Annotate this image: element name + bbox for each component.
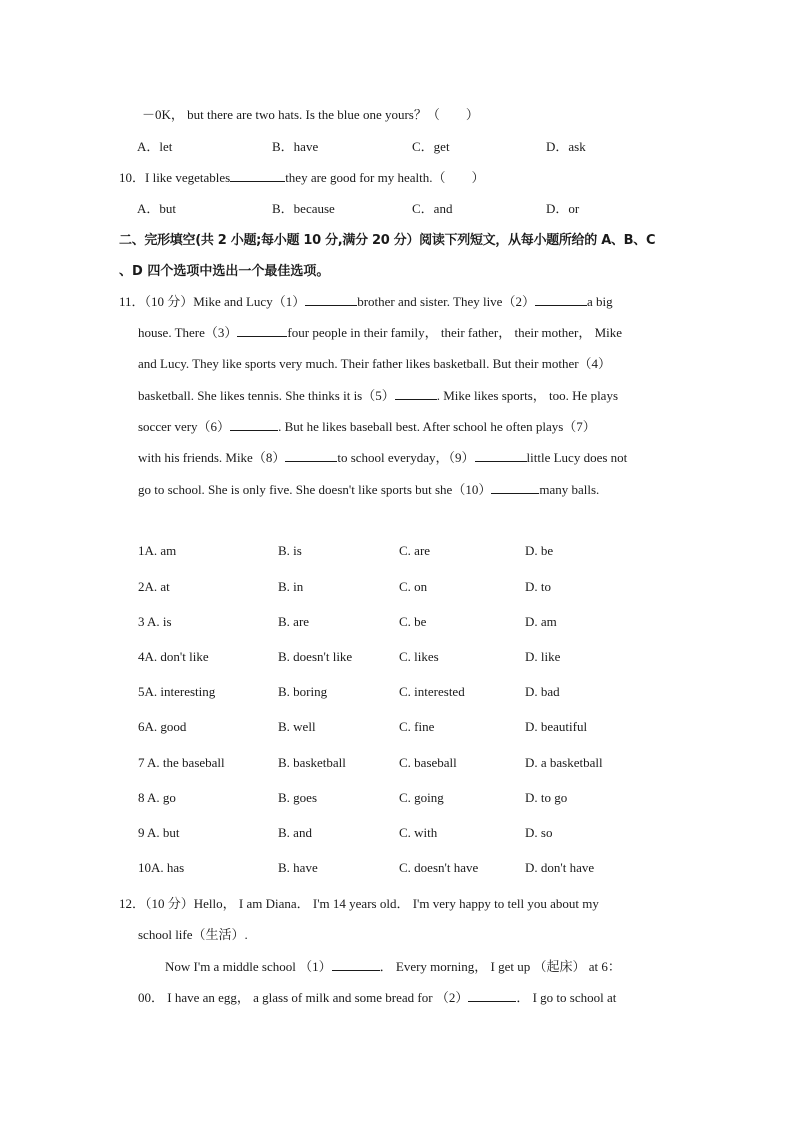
q11-option: B. are bbox=[278, 614, 310, 629]
q12-line-4 bbox=[138, 987, 616, 1006]
q10-text bbox=[119, 167, 484, 186]
q11-option: C. be bbox=[399, 614, 427, 629]
q11-blank-6[interactable] bbox=[230, 419, 278, 431]
q10-option-b: B．because bbox=[272, 201, 335, 216]
q11-option: 10A. has bbox=[138, 860, 185, 875]
q11-text: house. There（3） bbox=[138, 325, 238, 340]
q11-blank-1[interactable] bbox=[305, 294, 357, 306]
q10-option-c: C．and bbox=[412, 201, 453, 216]
q11-option: B. doesn't like bbox=[278, 649, 353, 664]
q11-line-6 bbox=[138, 447, 627, 466]
q11-option: 5A. interesting bbox=[138, 684, 216, 699]
q11-option: D. to bbox=[525, 579, 551, 594]
section-heading-line1: 二、完形填空(共 2 小题;每小题 10 分,满分 20 分）阅读下列短文，从每小题所给的 A、B、C bbox=[119, 233, 656, 248]
q12-text: 00． I have an egg， a glass of milk and some bread for （2） bbox=[138, 990, 469, 1005]
q11-line-3: and Lucy. They like sports very much. Their father likes basketball. But their mother（4） bbox=[138, 356, 612, 371]
q11-option: B. goes bbox=[278, 790, 317, 805]
q11-option: C. going bbox=[399, 790, 444, 805]
q11-option: C. are bbox=[399, 543, 431, 558]
q12-text: Now I'm a middle school （1） bbox=[165, 959, 332, 974]
q12-line-1: 12．（10 分）Hello， I am Diana． I'm 14 years old． I'm very happy to tell you about my bbox=[119, 896, 599, 911]
q11-option: D. am bbox=[525, 614, 557, 629]
q11-option: B. well bbox=[278, 719, 316, 734]
q11-blank-9[interactable] bbox=[475, 450, 527, 462]
q11-option: B. boring bbox=[278, 684, 328, 699]
q11-option: C. doesn't have bbox=[399, 860, 479, 875]
q11-option: 1A. am bbox=[138, 543, 177, 558]
q11-option: 9 A. but bbox=[138, 825, 180, 840]
q11-option: D. like bbox=[525, 649, 561, 664]
q12-text: ． Every morning， I get up （起床） at 6： bbox=[379, 959, 621, 974]
q11-option: C. on bbox=[399, 579, 428, 594]
q11-text: with his friends. Mike（8） bbox=[138, 450, 286, 465]
q11-line-2 bbox=[138, 322, 622, 341]
q11-blank-2[interactable] bbox=[535, 294, 587, 306]
q11-option: 7 A. the baseball bbox=[138, 755, 225, 770]
q11-option: D. to go bbox=[525, 790, 568, 805]
q11-option: 3 A. is bbox=[138, 614, 172, 629]
q11-text: go to school. She is only five. She doesn't like sports but she（10） bbox=[138, 482, 492, 497]
q11-text: to school everyday，（9） bbox=[337, 450, 475, 465]
q11-text: basketball. She likes tennis. She thinks it is（5） bbox=[138, 388, 395, 403]
q9-option-c: C．get bbox=[412, 139, 450, 154]
q11-option: 2A. at bbox=[138, 579, 170, 594]
q11-option: D. don't have bbox=[525, 860, 595, 875]
q11-text: a big bbox=[586, 294, 613, 309]
q11-blank-5[interactable] bbox=[395, 388, 437, 400]
q9-option-a: A．let bbox=[137, 139, 173, 154]
q11-text: soccer very（6） bbox=[138, 419, 231, 434]
q11-option: C. likes bbox=[399, 649, 439, 664]
q11-text: . Mike likes sports， too. He plays bbox=[436, 388, 619, 403]
q9-option-d: D．ask bbox=[546, 139, 586, 154]
q11-option: B. basketball bbox=[278, 755, 346, 770]
q11-blank-10[interactable] bbox=[491, 482, 539, 494]
q11-text: . But he likes baseball best. After school he often plays（7） bbox=[278, 419, 596, 434]
q10-prefix: 10．I like vegetables bbox=[119, 170, 231, 185]
q11-option: D. a basketball bbox=[525, 755, 603, 770]
q11-text: 11．（10 分）Mike and Lucy（1） bbox=[119, 294, 306, 309]
q11-option: B. in bbox=[278, 579, 304, 594]
q10-option-a: A．but bbox=[137, 201, 177, 216]
q11-option: B. is bbox=[278, 543, 302, 558]
q11-option: D. beautiful bbox=[525, 719, 588, 734]
q11-blank-8[interactable] bbox=[285, 450, 337, 462]
q10-option-d: D．or bbox=[546, 201, 580, 216]
section-heading-line2: 、D 四个选项中选出一个最佳选项。 bbox=[119, 264, 330, 279]
q11-option: B. have bbox=[278, 860, 318, 875]
q11-option: C. interested bbox=[399, 684, 465, 699]
q11-option: 6A. good bbox=[138, 719, 187, 734]
q11-option: C. fine bbox=[399, 719, 435, 734]
q12-blank-2[interactable] bbox=[468, 990, 516, 1002]
q11-blank-3[interactable] bbox=[237, 325, 287, 337]
q11-line-7 bbox=[138, 479, 599, 498]
q11-option: 4A. don't like bbox=[138, 649, 209, 664]
q11-option: D. so bbox=[525, 825, 553, 840]
q11-option: D. be bbox=[525, 543, 554, 558]
q11-line-4 bbox=[138, 385, 618, 404]
q11-text: little Lucy does not bbox=[526, 450, 628, 465]
q11-text: four people in their family， their father， their mother， Mike bbox=[287, 325, 623, 340]
q11-option: 8 A. go bbox=[138, 790, 176, 805]
q10-blank[interactable] bbox=[230, 170, 285, 182]
q11-text: brother and sister. They live（2） bbox=[357, 294, 535, 309]
q11-option: C. baseball bbox=[399, 755, 457, 770]
q10-suffix: they are good for my health.（ ） bbox=[285, 170, 485, 185]
q11-line-5 bbox=[138, 416, 596, 435]
q12-line-2: school life（生活）. bbox=[138, 927, 248, 942]
q9-option-b: B．have bbox=[272, 139, 319, 154]
q11-option: D. bad bbox=[525, 684, 560, 699]
q11-text: many balls. bbox=[539, 482, 600, 497]
q11-option: C. with bbox=[399, 825, 438, 840]
q12-text: ． I go to school at bbox=[516, 990, 617, 1005]
q9-text: －0K， but there are two hats. Is the blue one yours？（ ） bbox=[142, 107, 479, 122]
q11-line-1 bbox=[119, 291, 613, 310]
q11-option: B. and bbox=[278, 825, 312, 840]
q12-blank-1[interactable] bbox=[332, 959, 380, 971]
q12-line-3 bbox=[165, 956, 621, 975]
